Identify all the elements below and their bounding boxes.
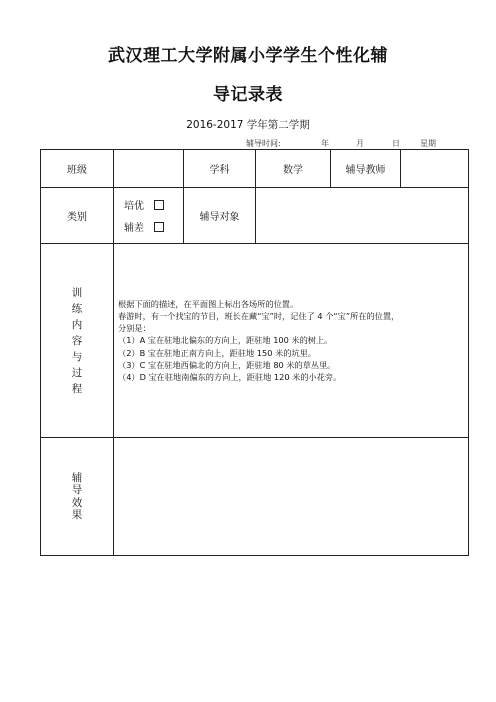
day-label: 日	[392, 139, 400, 148]
weekday-label: 星期	[420, 139, 436, 148]
target-value[interactable]	[256, 188, 469, 244]
content-line: （4）D 宝在驻地南偏东的方向上，距驻地 120 米的小花旁。	[118, 372, 342, 382]
tutoring-time-label: 辅导时间:	[246, 139, 281, 148]
process-content[interactable]	[114, 244, 469, 438]
year-label: 年	[321, 139, 329, 148]
option-remedial-checkbox[interactable]	[154, 222, 164, 232]
effect-value[interactable]	[114, 438, 469, 556]
tutor-label: 辅导教师	[331, 150, 401, 188]
content-line: 春游时，有一个找宝的节目，班长在藏“宝”时，记住了 4 个“宝”所在的位置，	[118, 310, 400, 321]
option-excellence	[114, 194, 183, 216]
record-table	[40, 149, 469, 556]
effect-label-cell	[41, 438, 114, 556]
content-line: 分别是：	[118, 323, 151, 334]
tutor-value[interactable]	[401, 150, 469, 188]
target-label: 辅导对象	[184, 188, 256, 244]
option-remedial-label: 辅差	[124, 223, 144, 234]
term-label: 2016-2017 学年第二学期	[186, 119, 310, 131]
content-line: （1）A 宝在驻地北偏东的方向上，距驻地 100 米的树上。	[118, 335, 333, 346]
process-label-cell	[41, 244, 114, 438]
effect-label: 辅导效果	[71, 471, 83, 521]
title-line-2: 导记录表	[213, 85, 283, 105]
class-value[interactable]	[114, 150, 184, 188]
option-excellence-checkbox[interactable]	[154, 200, 164, 210]
content-line: （3）C 宝在驻地西偏北的方向上，距驻地 80 米的草丛里。	[118, 359, 336, 370]
category-options	[114, 188, 184, 244]
category-label: 类别	[41, 188, 114, 244]
subject-value[interactable]: 数学	[256, 150, 331, 188]
subject-label: 学科	[184, 150, 256, 188]
option-remedial	[114, 216, 183, 238]
option-excellence-label: 培优	[124, 201, 144, 212]
content-line: （2）B 宝在驻地正南方向上，距驻地 150 米的坑里。	[118, 347, 317, 358]
process-label: 训练内容与过程	[71, 286, 83, 395]
month-label: 月	[356, 139, 364, 148]
content-line: 根据下面的描述，在平面图上标出各场所的位置。	[118, 298, 299, 309]
title-line-1: 武汉理工大学附属小学学生个性化辅	[108, 46, 388, 66]
class-label: 班级	[41, 150, 114, 188]
